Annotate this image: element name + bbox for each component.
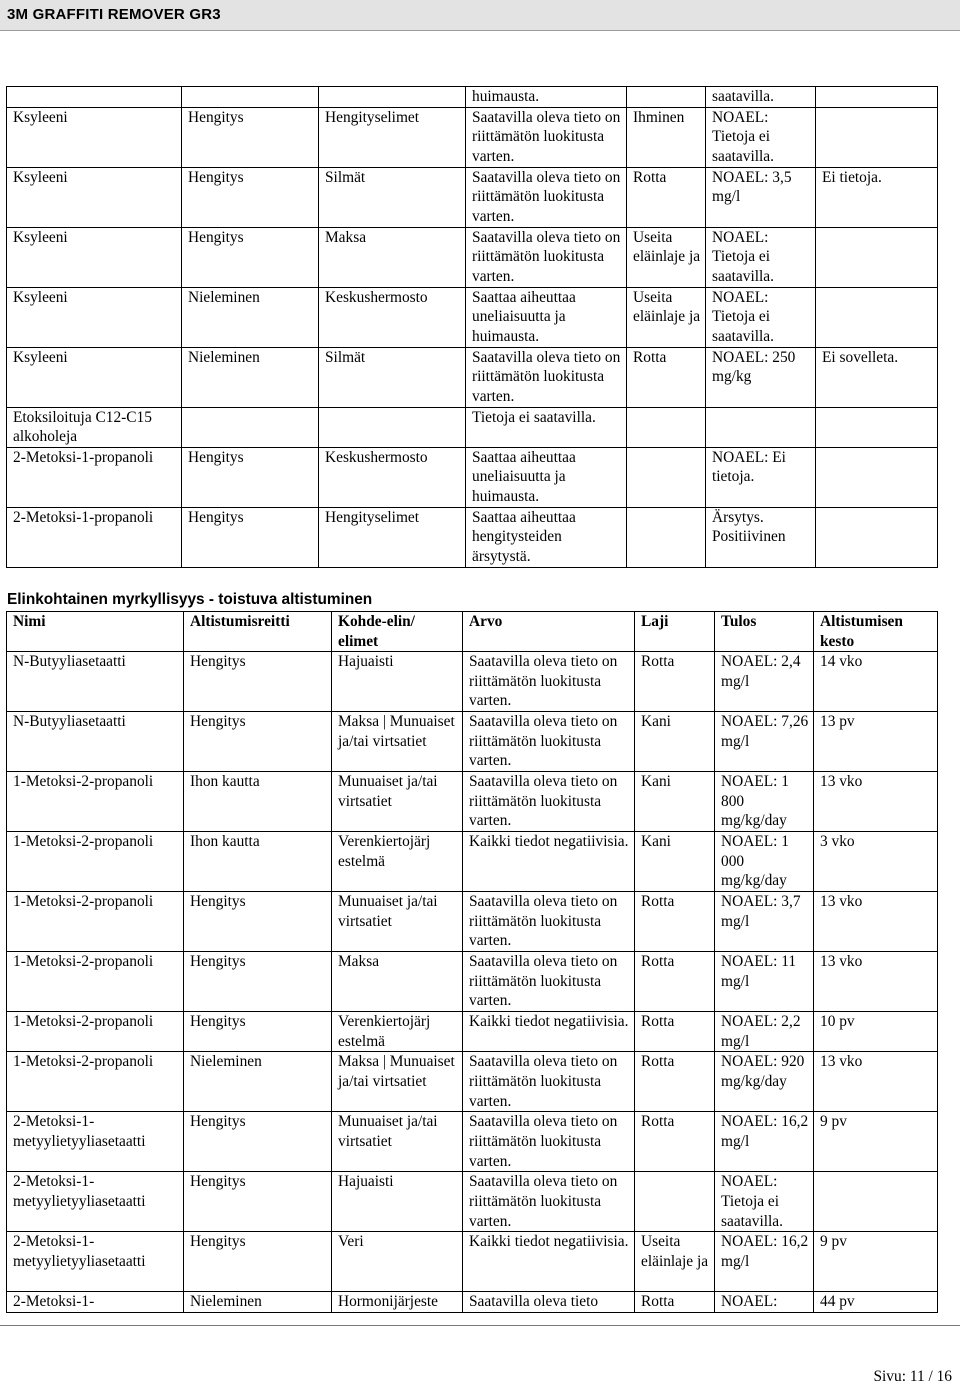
cell-species bbox=[627, 407, 706, 447]
cell-organ bbox=[319, 87, 466, 108]
cell-duration: 13 vko bbox=[814, 892, 938, 952]
cell-organ: Hengityselimet bbox=[319, 107, 466, 167]
cell-value: Saattaa aiheuttaa hengitysteiden ärsytystä. bbox=[466, 507, 627, 567]
table-row bbox=[7, 652, 938, 712]
table-row bbox=[7, 1112, 938, 1172]
cell-duration bbox=[816, 407, 938, 447]
cell-result: NOAEL: 3,7 mg/l bbox=[715, 892, 814, 952]
cell-name: 2-Metoksi-1-propanoli bbox=[7, 507, 182, 567]
cell-organ: Hengityselimet bbox=[319, 507, 466, 567]
cell-organ: Maksa | Munuaiset ja/tai virtsatiet bbox=[332, 712, 463, 772]
cell-value: Saattaa aiheuttaa uneliaisuutta ja huimausta. bbox=[466, 447, 627, 507]
cell-result: NOAEL: 16,2 mg/l bbox=[715, 1112, 814, 1172]
cell-species: Kani bbox=[635, 832, 715, 892]
cell-value: Saatavilla oleva tieto on riittämätön luokitusta varten. bbox=[466, 167, 627, 227]
table-row bbox=[7, 892, 938, 952]
cell-name: 1-Metoksi-2-propanoli bbox=[7, 892, 184, 952]
cell-duration: Ei sovelleta. bbox=[816, 347, 938, 407]
table-row bbox=[7, 227, 938, 287]
cell-result: NOAEL: 250 mg/kg bbox=[706, 347, 816, 407]
table-row bbox=[7, 952, 938, 1012]
cell-route: Hengitys bbox=[182, 507, 319, 567]
cell-name: N-Butyyliasetaatti bbox=[7, 652, 184, 712]
cell-species: Useita eläinlaje ja bbox=[627, 227, 706, 287]
column-header-name: Nimi bbox=[7, 612, 184, 652]
cell-species: Rotta bbox=[627, 167, 706, 227]
cell-route: Hengitys bbox=[184, 1172, 332, 1232]
cell-route: Nieleminen bbox=[182, 287, 319, 347]
cell-duration bbox=[814, 1172, 938, 1232]
cell-value: Kaikki tiedot negatiivisia. bbox=[463, 832, 635, 892]
cell-species: Kani bbox=[635, 712, 715, 772]
cell-species: Rotta bbox=[635, 952, 715, 1012]
cell-species bbox=[635, 1172, 715, 1232]
cell-name: Ksyleeni bbox=[7, 227, 182, 287]
cell-route: Hengitys bbox=[184, 1112, 332, 1172]
cell-result: NOAEL: 920 mg/kg/day bbox=[715, 1052, 814, 1112]
cell-route: Hengitys bbox=[184, 1232, 332, 1292]
table-row bbox=[7, 167, 938, 227]
cell-route: Nieleminen bbox=[184, 1292, 332, 1313]
table-row bbox=[7, 107, 938, 167]
cell-route bbox=[182, 87, 319, 108]
cell-duration bbox=[816, 287, 938, 347]
cell-name: 2-Metoksi-1-metyylietyyliasetaatti bbox=[7, 1172, 184, 1232]
cell-duration: 9 pv bbox=[814, 1112, 938, 1172]
cell-result: NOAEL: 11 mg/l bbox=[715, 952, 814, 1012]
cell-result: NOAEL: 2,4 mg/l bbox=[715, 652, 814, 712]
cell-result: NOAEL: 1 000 mg/kg/day bbox=[715, 832, 814, 892]
cell-value: Saatavilla oleva tieto on riittämätön luokitusta varten. bbox=[463, 772, 635, 832]
cell-value: Saatavilla oleva tieto on riittämätön luokitusta varten. bbox=[463, 652, 635, 712]
cell-organ: Verenkiertojärj estelmä bbox=[332, 832, 463, 892]
column-header-result: Tulos bbox=[715, 612, 814, 652]
section-title-repeated-exposure: Elinkohtainen myrkyllisyys - toistuva altistuminen bbox=[7, 591, 373, 608]
cell-organ: Verenkiertojärj estelmä bbox=[332, 1012, 463, 1052]
cell-name: 1-Metoksi-2-propanoli bbox=[7, 1052, 184, 1112]
cell-name: 2-Metoksi-1-propanoli bbox=[7, 447, 182, 507]
cell-route: Nieleminen bbox=[184, 1052, 332, 1112]
cell-name: 2-Metoksi-1-metyylietyyliasetaatti bbox=[7, 1112, 184, 1172]
table-row bbox=[7, 832, 938, 892]
column-header-value: Arvo bbox=[463, 612, 635, 652]
cell-species: Rotta bbox=[635, 1012, 715, 1052]
product-title: 3M GRAFFITI REMOVER GR3 bbox=[7, 6, 221, 23]
cell-value: Tietoja ei saatavilla. bbox=[466, 407, 627, 447]
cell-name: Etoksiloituja C12-C15 alkoholeja bbox=[7, 407, 182, 447]
table-row bbox=[7, 287, 938, 347]
cell-duration: 3 vko bbox=[814, 832, 938, 892]
cell-name: N-Butyyliasetaatti bbox=[7, 712, 184, 772]
cell-value: Saatavilla oleva tieto on riittämätön luokitusta varten. bbox=[466, 107, 627, 167]
cell-organ: Hajuaisti bbox=[332, 652, 463, 712]
cell-route: Hengitys bbox=[182, 447, 319, 507]
table-row bbox=[7, 1012, 938, 1052]
cell-value: Saatavilla oleva tieto on riittämätön luokitusta varten. bbox=[466, 227, 627, 287]
cell-organ: Munuaiset ja/tai virtsatiet bbox=[332, 772, 463, 832]
cell-result: NOAEL: Tietoja ei saatavilla. bbox=[706, 107, 816, 167]
cell-species bbox=[627, 507, 706, 567]
cell-name: 1-Metoksi-2-propanoli bbox=[7, 1012, 184, 1052]
cell-organ: Silmät bbox=[319, 167, 466, 227]
cell-value: Kaikki tiedot negatiivisia. bbox=[463, 1012, 635, 1052]
cell-duration: 13 vko bbox=[814, 1052, 938, 1112]
cell-name: Ksyleeni bbox=[7, 107, 182, 167]
cell-result: saatavilla. bbox=[706, 87, 816, 108]
cell-duration: Ei tietoja. bbox=[816, 167, 938, 227]
cell-name: 2-Metoksi-1- bbox=[7, 1292, 184, 1313]
cell-name: 1-Metoksi-2-propanoli bbox=[7, 832, 184, 892]
cell-route bbox=[182, 407, 319, 447]
table-row bbox=[7, 1052, 938, 1112]
cell-organ: Hajuaisti bbox=[332, 1172, 463, 1232]
cell-result: NOAEL: 1 800 mg/kg/day bbox=[715, 772, 814, 832]
column-header-route: Altistumisreitti bbox=[184, 612, 332, 652]
cell-result: NOAEL: 16,2 mg/l bbox=[715, 1232, 814, 1292]
cell-organ bbox=[319, 407, 466, 447]
table-row bbox=[7, 1172, 938, 1232]
cell-species: Useita eläinlaje ja bbox=[635, 1232, 715, 1292]
cell-name: 1-Metoksi-2-propanoli bbox=[7, 952, 184, 1012]
cell-value: Saatavilla oleva tieto on riittämätön luokitusta varten. bbox=[463, 952, 635, 1012]
document-header bbox=[0, 0, 960, 31]
cell-species: Rotta bbox=[635, 652, 715, 712]
column-header-species: Laji bbox=[635, 612, 715, 652]
cell-result: NOAEL: Ei tietoja. bbox=[706, 447, 816, 507]
table-row bbox=[7, 507, 938, 567]
cell-duration bbox=[816, 87, 938, 108]
cell-result: NOAEL: Tietoja ei saatavilla. bbox=[706, 227, 816, 287]
cell-species: Rotta bbox=[635, 892, 715, 952]
cell-organ: Keskushermosto bbox=[319, 287, 466, 347]
cell-value: Saatavilla oleva tieto on riittämätön luokitusta varten. bbox=[463, 1052, 635, 1112]
cell-name bbox=[7, 87, 182, 108]
page-number: Sivu: 11 / 16 bbox=[873, 1368, 952, 1385]
cell-duration bbox=[816, 227, 938, 287]
cell-duration: 14 vko bbox=[814, 652, 938, 712]
cell-organ: Veri bbox=[332, 1232, 463, 1292]
cell-organ: Maksa bbox=[332, 952, 463, 1012]
table-row bbox=[7, 712, 938, 772]
cell-duration bbox=[816, 447, 938, 507]
single-exposure-table-continued bbox=[6, 86, 938, 568]
cell-result: NOAEL: Tietoja ei saatavilla. bbox=[706, 287, 816, 347]
cell-route: Hengitys bbox=[184, 952, 332, 1012]
cell-duration bbox=[816, 507, 938, 567]
cell-organ: Maksa | Munuaiset ja/tai virtsatiet bbox=[332, 1052, 463, 1112]
cell-organ: Munuaiset ja/tai virtsatiet bbox=[332, 1112, 463, 1172]
cell-route: Hengitys bbox=[184, 712, 332, 772]
cell-result: NOAEL: 3,5 mg/l bbox=[706, 167, 816, 227]
repeated-exposure-table bbox=[6, 611, 938, 1313]
cell-value: huimausta. bbox=[466, 87, 627, 108]
table-row bbox=[7, 407, 938, 447]
cell-route: Hengitys bbox=[184, 1012, 332, 1052]
cell-route: Hengitys bbox=[184, 892, 332, 952]
cell-organ: Hormonijärjeste bbox=[332, 1292, 463, 1313]
cell-result: NOAEL: Tietoja ei saatavilla. bbox=[715, 1172, 814, 1232]
cell-duration: 13 vko bbox=[814, 772, 938, 832]
cell-duration: 13 vko bbox=[814, 952, 938, 1012]
cell-value: Saatavilla oleva tieto on riittämätön luokitusta varten. bbox=[463, 1172, 635, 1232]
table-row bbox=[7, 447, 938, 507]
column-header-duration: Altistumisen kesto bbox=[814, 612, 938, 652]
cell-organ: Keskushermosto bbox=[319, 447, 466, 507]
cell-route: Hengitys bbox=[182, 167, 319, 227]
cell-result: NOAEL: 7,26 mg/l bbox=[715, 712, 814, 772]
cell-name: Ksyleeni bbox=[7, 167, 182, 227]
table-row bbox=[7, 772, 938, 832]
cell-route: Ihon kautta bbox=[184, 832, 332, 892]
cell-route: Ihon kautta bbox=[184, 772, 332, 832]
cell-name: 2-Metoksi-1-metyylietyyliasetaatti bbox=[7, 1232, 184, 1292]
cell-organ: Silmät bbox=[319, 347, 466, 407]
cell-result: NOAEL: 2,2 mg/l bbox=[715, 1012, 814, 1052]
column-header-organ: Kohde-elin/ elimet bbox=[332, 612, 463, 652]
table-row bbox=[7, 1232, 938, 1292]
table-row bbox=[7, 87, 938, 108]
cell-value: Saattaa aiheuttaa uneliaisuutta ja huimausta. bbox=[466, 287, 627, 347]
cell-species: Kani bbox=[635, 772, 715, 832]
footer-divider bbox=[0, 1325, 960, 1326]
cell-name: Ksyleeni bbox=[7, 287, 182, 347]
cell-value: Saatavilla oleva tieto on riittämätön luokitusta varten. bbox=[463, 892, 635, 952]
cell-duration bbox=[816, 107, 938, 167]
cell-species: Rotta bbox=[635, 1292, 715, 1313]
cell-value: Saatavilla oleva tieto bbox=[463, 1292, 635, 1313]
cell-result: NOAEL: bbox=[715, 1292, 814, 1313]
cell-route: Hengitys bbox=[182, 107, 319, 167]
cell-result bbox=[706, 407, 816, 447]
cell-species: Useita eläinlaje ja bbox=[627, 287, 706, 347]
cell-duration: 10 pv bbox=[814, 1012, 938, 1052]
cell-route: Hengitys bbox=[184, 652, 332, 712]
table-row bbox=[7, 347, 938, 407]
cell-species: Rotta bbox=[635, 1112, 715, 1172]
cell-value: Kaikki tiedot negatiivisia. bbox=[463, 1232, 635, 1292]
cell-value: Saatavilla oleva tieto on riittämätön luokitusta varten. bbox=[463, 712, 635, 772]
cell-route: Nieleminen bbox=[182, 347, 319, 407]
cell-species bbox=[627, 87, 706, 108]
cell-duration: 13 pv bbox=[814, 712, 938, 772]
cell-name: Ksyleeni bbox=[7, 347, 182, 407]
cell-value: Saatavilla oleva tieto on riittämätön luokitusta varten. bbox=[463, 1112, 635, 1172]
cell-organ: Maksa bbox=[319, 227, 466, 287]
cell-species bbox=[627, 447, 706, 507]
cell-route: Hengitys bbox=[182, 227, 319, 287]
cell-value: Saatavilla oleva tieto on riittämätön luokitusta varten. bbox=[466, 347, 627, 407]
cell-result: Ärsytys. Positiivinen bbox=[706, 507, 816, 567]
cell-organ: Munuaiset ja/tai virtsatiet bbox=[332, 892, 463, 952]
cell-duration: 44 pv bbox=[814, 1292, 938, 1313]
cell-species: Rotta bbox=[635, 1052, 715, 1112]
cell-duration: 9 pv bbox=[814, 1232, 938, 1292]
cell-species: Rotta bbox=[627, 347, 706, 407]
cell-species: Ihminen bbox=[627, 107, 706, 167]
table-row bbox=[7, 1292, 938, 1313]
cell-name: 1-Metoksi-2-propanoli bbox=[7, 772, 184, 832]
